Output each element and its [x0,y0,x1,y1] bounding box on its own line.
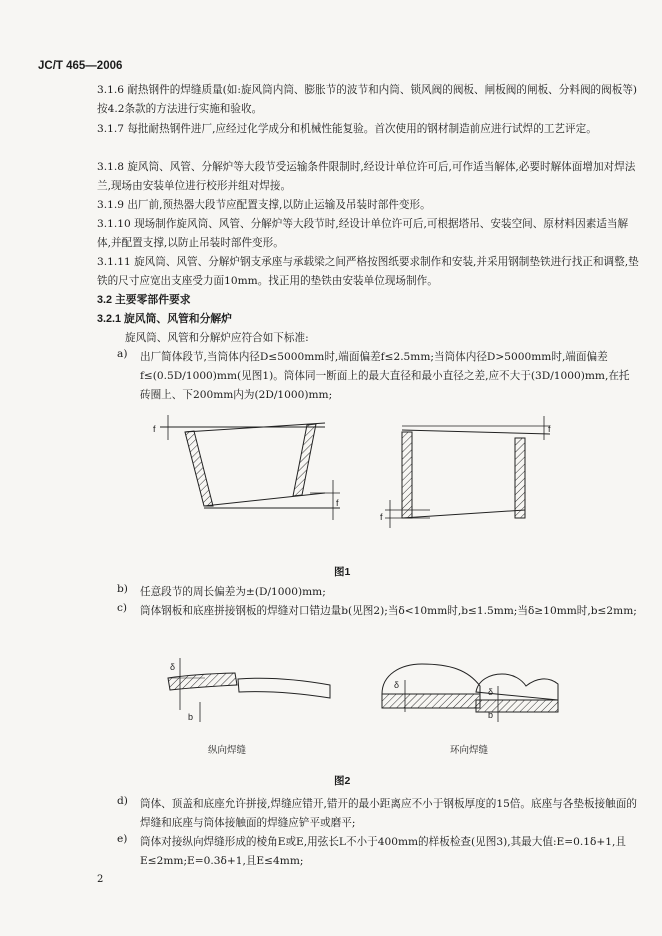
item-d-label: d) [117,795,128,807]
item-c-text: 筒体钢板和底座拼接钢板的焊缝对口错边量b(见图2);当δ<10mm时,b≤1.5mm;当δ≥10mm时,b≤2mm; [140,605,637,617]
item-b-label: b) [117,583,128,595]
clause-3-1-10: 3.1.10 现场制作旋风筒、风管、分解炉等大段节时,经设计单位许可后,可根据塔吊、安装空间、原材料因素适当解体,并配置支撑,以防止吊装时部件变形。 [97,218,629,249]
item-a-label: a) [117,348,128,360]
item-b-text: 任意段节的周长偏差为±(D/1000)mm; [140,586,326,598]
clause-3-1-7: 3.1.7 每批耐热钢件进厂,应经过化学成分和机械性能复验。首次使用的钢材制造前应进行试焊的工艺评定。 [97,123,597,135]
section-heading-3-2: 3.2 主要零部件要求 [97,294,191,306]
svg-text:δ: δ [170,662,176,672]
fig2-circumferential-weld [382,664,558,722]
item-e-text: 筒体对接纵向焊缝形成的棱角E或E,用弦长L不小于400mm的样板检查(见图3),其最大值:E=0.1δ+1,且E≤2mm;E=0.3δ+1,且E≤4mm; [140,836,626,867]
page-number: 2 [97,874,104,885]
fig2-right-label: 环向焊缝 [450,745,489,756]
clause-3-1-8: 3.1.8 旋风筒、风管、分解炉等大段节受运输条件限制时,经设计单位许可后,可作适当解体,必要时解体面增加对焊法兰,现场由安装单位进行校形并组对焊接。 [97,161,636,192]
clause-3-1-9: 3.1.9 出厂前,预热器大段节应配置支撑,以防止运输及吊装时部件变形。 [97,199,431,211]
figure-1-drawing [140,410,560,560]
section-heading-3-2-1: 3.2.1 旋风筒、风管和分解炉 [97,313,232,325]
clause-3-1-6: 3.1.6 耐热钢件的焊缝质量(如:旋风筒内筒、膨胀节的波节和内筒、锁风阀的阀板、闸板阀的闸板、分料阀的阀板等)按4.2条款的方法进行实施和验收。 [97,84,638,115]
item-c-label: c) [117,602,128,614]
standard-number: JC/T 465—2006 [38,60,123,72]
fig1-right-cylinder-shell [380,416,551,528]
figure-1-caption: 图1 [334,566,351,578]
fig1-left-tapered-shell [153,415,340,520]
fig2-left-label: 纵向焊缝 [208,745,247,756]
svg-text:b: b [488,710,494,720]
svg-text:δ: δ [394,680,400,690]
item-d-text: 筒体、顶盖和底座允许拼接,焊缝应错开,错开的最小距离应不小于钢板厚度的15倍。底座与各垫板接触面的焊缝和底座与筒体接触面的焊缝应铲平或磨平; [140,798,637,829]
figure-2-drawing [150,650,570,745]
svg-text:δ: δ [488,687,494,697]
fig2-longitudinal-weld [168,658,330,722]
item-e-label: e) [117,833,128,845]
svg-text:f: f [380,512,383,522]
svg-text:b: b [188,712,194,722]
svg-text:f: f [336,498,339,508]
intro-text: 旋风筒、风管和分解炉应符合如下标准: [125,332,309,344]
svg-text:f: f [548,424,551,434]
figure-2-caption: 图2 [334,775,351,787]
clause-3-1-11: 3.1.11 旋风筒、风管、分解炉钢支承座与承载梁之间严格按图纸要求制作和安装,并采用钢制垫铁进行找正和调整,垫铁的尺寸应宽出支座受力面10mm。找正用的垫铁由安装单位现场制作。 [97,256,639,287]
svg-text:f: f [153,424,156,434]
item-a-text: 出厂简体段节,当筒体内径D≤5000mm时,端面偏差f≤2.5mm;当筒体内径D>5000mm时,端面偏差f≤(0.5D/1000)mm(见图1)。筒体同一断面上的最大直径和最小直径之差,应不大于(3D/1000)mm,在托砖圈上、下200mm内为(2D/1000)mm; [140,351,630,401]
